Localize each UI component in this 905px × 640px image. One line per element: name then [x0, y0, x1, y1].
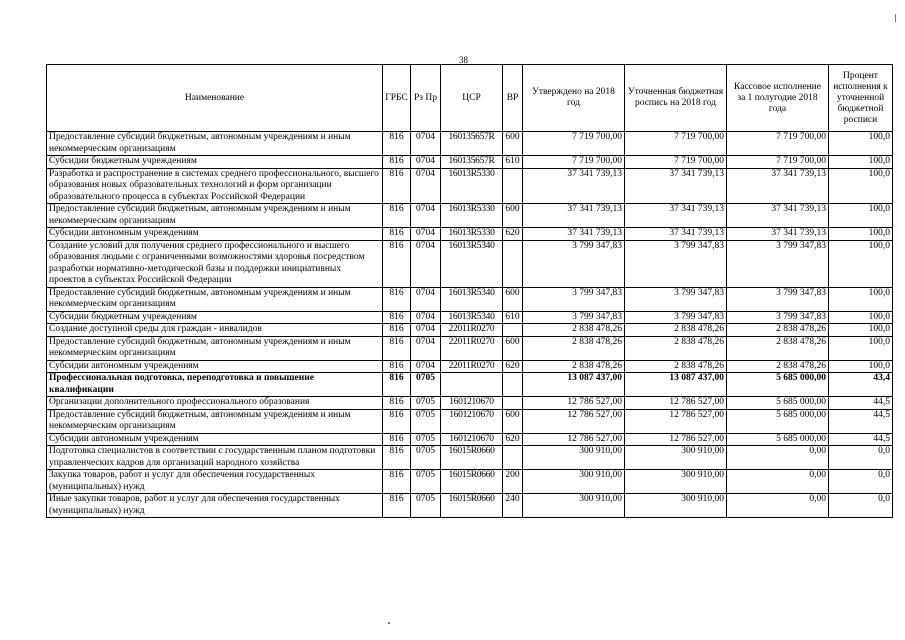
cell-cash: 37 341 739,13 [727, 204, 829, 228]
cell-specified: 3 799 347,83 [625, 287, 727, 311]
cell-vr: 610 [503, 311, 523, 324]
cell-name: Профессиональная подготовка, переподготовка и повышение квалификации [47, 373, 383, 397]
cell-name: Субсидии бюджетным учреждениям [47, 311, 383, 324]
cell-grbs: 816 [383, 324, 411, 337]
cell-percent: 44,5 [829, 433, 893, 446]
cell-rz-pr: 0705 [411, 373, 441, 397]
cell-percent: 44,5 [829, 397, 893, 410]
page-number: 38 [459, 55, 468, 65]
cell-rz-pr: 0704 [411, 360, 441, 373]
cell-vr [503, 397, 523, 410]
cell-rz-pr: 0704 [411, 156, 441, 169]
cell-vr: 600 [503, 409, 523, 433]
cell-name: Подготовка специалистов в соответствии с государственным планом подготовки управленческих кадров для организаций народного хозяйства [47, 446, 383, 470]
cell-specified: 2 838 478,26 [625, 336, 727, 360]
cell-rz-pr: 0704 [411, 324, 441, 337]
cell-rz-pr: 0705 [411, 446, 441, 470]
cell-approved: 3 799 347,83 [523, 287, 625, 311]
cell-name: Предоставление субсидий бюджетным, автономным учреждениям и иным некоммерческим организациям [47, 336, 383, 360]
cell-cash: 37 341 739,13 [727, 228, 829, 241]
cell-percent: 100,0 [829, 168, 893, 204]
cell-grbs: 816 [383, 228, 411, 241]
cell-vr: 620 [503, 228, 523, 241]
cell-percent: 0,0 [829, 470, 893, 494]
cell-rz-pr: 0705 [411, 397, 441, 410]
cell-vr: 200 [503, 470, 523, 494]
cell-approved: 12 786 527,00 [523, 397, 625, 410]
cell-percent: 100,0 [829, 240, 893, 287]
cell-specified: 7 719 700,00 [625, 156, 727, 169]
cell-name: Субсидии бюджетным учреждениям [47, 156, 383, 169]
cell-csr: 160135657R [441, 132, 503, 156]
cell-vr [503, 373, 523, 397]
cell-specified: 300 910,00 [625, 494, 727, 518]
header-approved: Утверждено на 2018 год [523, 65, 625, 132]
cell-approved: 300 910,00 [523, 470, 625, 494]
cell-rz-pr: 0704 [411, 311, 441, 324]
cell-rz-pr: 0704 [411, 168, 441, 204]
cell-percent: 100,0 [829, 204, 893, 228]
cell-cash: 0,00 [727, 494, 829, 518]
cell-grbs: 816 [383, 311, 411, 324]
cell-name: Предоставление субсидий бюджетным, автономным учреждениям и иным некоммерческим организациям [47, 409, 383, 433]
cell-rz-pr: 0705 [411, 470, 441, 494]
table-row [47, 156, 893, 169]
cell-approved: 37 341 739,13 [523, 168, 625, 204]
cell-percent: 44,5 [829, 409, 893, 433]
cell-percent: 100,0 [829, 360, 893, 373]
table-row [47, 409, 893, 433]
cell-rz-pr: 0705 [411, 433, 441, 446]
cell-csr: 160135657R [441, 156, 503, 169]
table-body [47, 132, 893, 518]
cell-grbs: 816 [383, 446, 411, 470]
cell-csr: 16015R0660 [441, 494, 503, 518]
cell-vr [503, 324, 523, 337]
cell-name: Предоставление субсидий бюджетным, автономным учреждениям и иным некоммерческим организациям [47, 132, 383, 156]
table-row [47, 494, 893, 518]
cell-csr: 22011R0270 [441, 324, 503, 337]
cell-vr: 600 [503, 204, 523, 228]
cell-vr [503, 240, 523, 287]
cell-specified: 300 910,00 [625, 446, 727, 470]
cell-specified: 2 838 478,26 [625, 360, 727, 373]
cell-percent: 100,0 [829, 156, 893, 169]
cell-csr: 16015R0660 [441, 446, 503, 470]
cell-cash: 3 799 347,83 [727, 240, 829, 287]
cell-csr: 16013R5340 [441, 240, 503, 287]
cell-vr: 620 [503, 433, 523, 446]
cell-csr: 1601210670 [441, 409, 503, 433]
cell-cash: 7 719 700,00 [727, 132, 829, 156]
cell-approved: 300 910,00 [523, 494, 625, 518]
table-row [47, 228, 893, 241]
cell-cash: 5 685 000,00 [727, 397, 829, 410]
cell-percent: 43,4 [829, 373, 893, 397]
cell-name: Субсидии автономным учреждениям [47, 228, 383, 241]
cell-approved: 7 719 700,00 [523, 156, 625, 169]
cell-rz-pr: 0704 [411, 204, 441, 228]
cell-csr: 16013R5340 [441, 287, 503, 311]
table-row [47, 168, 893, 204]
cell-grbs: 816 [383, 409, 411, 433]
cell-approved: 37 341 739,13 [523, 204, 625, 228]
table-row [47, 132, 893, 156]
cell-csr: 16013R5330 [441, 168, 503, 204]
cell-percent: 100,0 [829, 311, 893, 324]
cell-percent: 0,0 [829, 494, 893, 518]
cell-percent: 100,0 [829, 228, 893, 241]
table-row [47, 360, 893, 373]
cell-specified: 37 341 739,13 [625, 204, 727, 228]
header-csr: ЦСР [441, 65, 503, 132]
scan-speck [388, 622, 390, 624]
header-vr: ВР [503, 65, 523, 132]
cell-percent: 100,0 [829, 336, 893, 360]
cell-approved: 12 786 527,00 [523, 433, 625, 446]
cell-specified: 37 341 739,13 [625, 168, 727, 204]
header-cash: Кассовое исполнение за 1 полугодие 2018 года [727, 65, 829, 132]
cell-csr: 16013R5340 [441, 311, 503, 324]
table-row [47, 397, 893, 410]
cell-specified: 3 799 347,83 [625, 311, 727, 324]
cell-cash: 0,00 [727, 446, 829, 470]
cell-percent: 100,0 [829, 132, 893, 156]
cell-csr: 22011R0270 [441, 360, 503, 373]
cell-grbs: 816 [383, 132, 411, 156]
cell-vr: 600 [503, 132, 523, 156]
cell-cash: 37 341 739,13 [727, 168, 829, 204]
cell-grbs: 816 [383, 240, 411, 287]
cell-grbs: 816 [383, 494, 411, 518]
cell-grbs: 816 [383, 204, 411, 228]
table-row [47, 287, 893, 311]
cell-name: Создание доступной среды для граждан - инвалидов [47, 324, 383, 337]
cell-grbs: 816 [383, 336, 411, 360]
cell-cash: 0,00 [727, 470, 829, 494]
table-row [47, 324, 893, 337]
cell-rz-pr: 0704 [411, 228, 441, 241]
table-row [47, 446, 893, 470]
cell-rz-pr: 0704 [411, 336, 441, 360]
header-grbs: ГРБС [383, 65, 411, 132]
cell-csr: 16015R0660 [441, 470, 503, 494]
cell-percent: 100,0 [829, 287, 893, 311]
cell-approved: 13 087 437,00 [523, 373, 625, 397]
cell-cash: 3 799 347,83 [727, 287, 829, 311]
cell-rz-pr: 0705 [411, 494, 441, 518]
cell-csr [441, 373, 503, 397]
cell-specified: 12 786 527,00 [625, 397, 727, 410]
cell-cash: 5 685 000,00 [727, 433, 829, 446]
cell-csr: 1601210670 [441, 433, 503, 446]
table-row [47, 240, 893, 287]
cell-specified: 300 910,00 [625, 470, 727, 494]
cell-name: Предоставление субсидий бюджетным, автономным учреждениям и иным некоммерческим организациям [47, 204, 383, 228]
cell-name: Разработка и распространение в системах среднего профессионального, высшего образования новых образовательных технологий и форм организации образовательного процесса в субъектах Российской Федерации [47, 168, 383, 204]
table-row [47, 373, 893, 397]
cell-specified: 12 786 527,00 [625, 409, 727, 433]
table-row [47, 204, 893, 228]
cell-vr: 600 [503, 336, 523, 360]
cell-cash: 2 838 478,26 [727, 336, 829, 360]
cell-cash: 2 838 478,26 [727, 360, 829, 373]
cell-specified: 13 087 437,00 [625, 373, 727, 397]
table-row [47, 311, 893, 324]
cell-vr [503, 446, 523, 470]
header-name: Наименование [47, 65, 383, 132]
header-percent: Процент исполнения к уточненной бюджетной росписи [829, 65, 893, 132]
header-rz-pr: Рз Пр [411, 65, 441, 132]
cell-cash: 5 685 000,00 [727, 373, 829, 397]
cell-cash: 5 685 000,00 [727, 409, 829, 433]
cell-rz-pr: 0705 [411, 409, 441, 433]
cell-vr: 610 [503, 156, 523, 169]
cell-grbs: 816 [383, 156, 411, 169]
cell-name: Субсидии автономным учреждениям [47, 433, 383, 446]
cell-cash: 2 838 478,26 [727, 324, 829, 337]
cell-grbs: 816 [383, 397, 411, 410]
cell-vr: 240 [503, 494, 523, 518]
cell-specified: 7 719 700,00 [625, 132, 727, 156]
cell-approved: 3 799 347,83 [523, 240, 625, 287]
table-header [47, 65, 893, 132]
cell-name: Организации дополнительного профессионального образования [47, 397, 383, 410]
cell-csr: 16013R5330 [441, 204, 503, 228]
cell-name: Закупка товаров, работ и услуг для обеспечения государственных (муниципальных) нужд [47, 470, 383, 494]
cell-cash: 3 799 347,83 [727, 311, 829, 324]
cell-approved: 2 838 478,26 [523, 324, 625, 337]
cell-percent: 100,0 [829, 324, 893, 337]
table-row [47, 470, 893, 494]
cell-csr: 1601210670 [441, 397, 503, 410]
cell-name: Создание условий для получения среднего профессионального и высшего образования людьми с ограниченными возможностями здоровья посредством разработки нормативно-методической базы и поддержки инициативных проектов в субъектах Российской Федерации [47, 240, 383, 287]
cell-specified: 37 341 739,13 [625, 228, 727, 241]
cell-grbs: 816 [383, 287, 411, 311]
table-row [47, 336, 893, 360]
cell-grbs: 816 [383, 433, 411, 446]
cell-grbs: 816 [383, 373, 411, 397]
cell-approved: 2 838 478,26 [523, 336, 625, 360]
cell-vr: 620 [503, 360, 523, 373]
cell-rz-pr: 0704 [411, 132, 441, 156]
cell-percent: 0,0 [829, 446, 893, 470]
cell-rz-pr: 0704 [411, 287, 441, 311]
scan-speck [895, 14, 896, 22]
cell-grbs: 816 [383, 168, 411, 204]
cell-name: Иные закупки товаров, работ и услуг для обеспечения государственных (муниципальных) нужд [47, 494, 383, 518]
cell-approved: 300 910,00 [523, 446, 625, 470]
cell-name: Субсидии автономным учреждениям [47, 360, 383, 373]
cell-name: Предоставление субсидий бюджетным, автономным учреждениям и иным некоммерческим организациям [47, 287, 383, 311]
cell-grbs: 816 [383, 360, 411, 373]
header-specified: Уточненная бюджетная роспись на 2018 год [625, 65, 727, 132]
cell-approved: 2 838 478,26 [523, 360, 625, 373]
cell-approved: 12 786 527,00 [523, 409, 625, 433]
cell-approved: 3 799 347,83 [523, 311, 625, 324]
cell-specified: 2 838 478,26 [625, 324, 727, 337]
cell-vr: 600 [503, 287, 523, 311]
table-row [47, 433, 893, 446]
cell-grbs: 816 [383, 470, 411, 494]
cell-cash: 7 719 700,00 [727, 156, 829, 169]
budget-table [46, 64, 893, 518]
cell-approved: 37 341 739,13 [523, 228, 625, 241]
cell-csr: 22011R0270 [441, 336, 503, 360]
cell-rz-pr: 0704 [411, 240, 441, 287]
cell-specified: 3 799 347,83 [625, 240, 727, 287]
cell-vr [503, 168, 523, 204]
cell-approved: 7 719 700,00 [523, 132, 625, 156]
cell-specified: 12 786 527,00 [625, 433, 727, 446]
cell-csr: 16013R5330 [441, 228, 503, 241]
